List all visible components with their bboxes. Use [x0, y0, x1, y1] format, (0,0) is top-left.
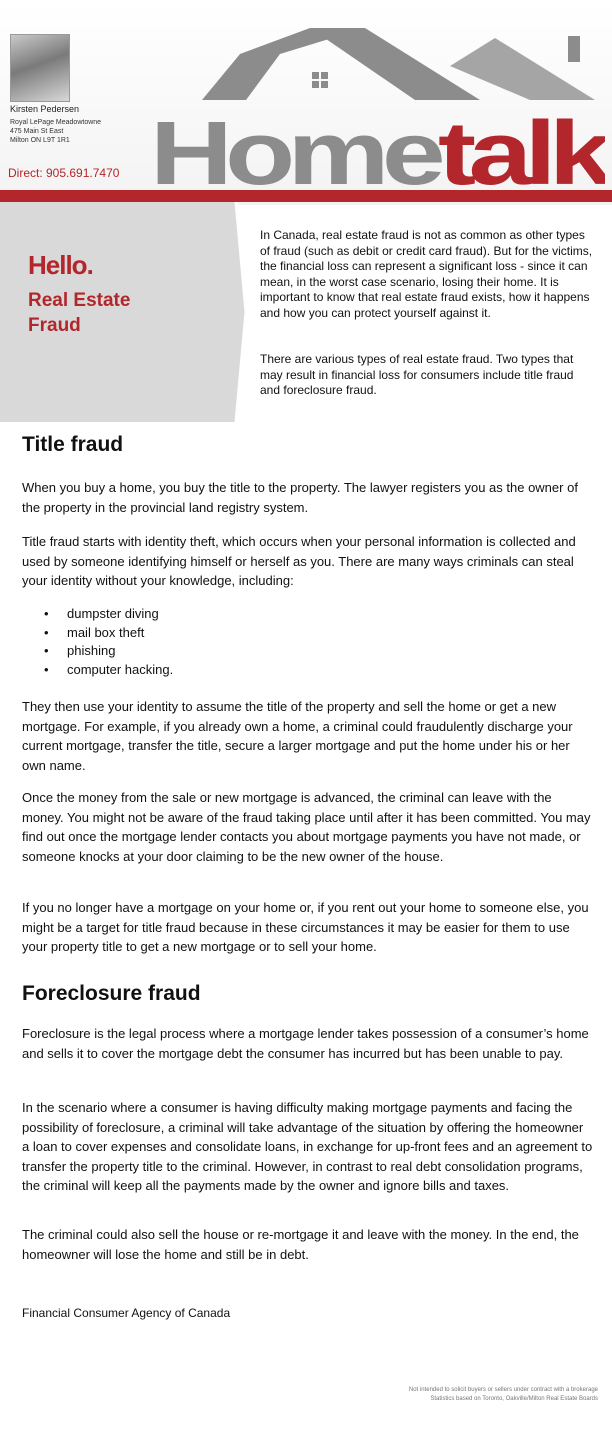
section-heading-foreclosure-fraud: Foreclosure fraud — [22, 982, 201, 1005]
agent-address-line2: Milton ON L9T 1R1 — [10, 137, 70, 144]
section-heading-title-fraud: Title fraud — [22, 433, 124, 456]
foreclosure-fraud-paragraph: In the scenario where a consumer is having difficulty making mortgage payments and facing the possibility of foreclosure, a criminal will take advantage of the situation by offering the homeowner a loan to cover expenses and consolidate loans, in exchange for up-front fees and an agreement to transfer the property title to the criminal. However, in contrast to real debt consolidation programs, the criminal will keep all the payments made by the owner and ignore bills and taxes. — [22, 1100, 593, 1193]
foreclosure-fraud-paragraph: The criminal could also sell the house or re-mortgage it and leave with the money. In the end, the homeowner will lose the home and still be in debt. — [22, 1227, 579, 1262]
svg-text:Hometalk — [150, 104, 605, 190]
agent-direct-phone: Direct: 905.691.7470 — [8, 166, 120, 180]
agent-address-line1: 475 Main St East — [10, 128, 64, 135]
title-fraud-paragraph: When you buy a home, you buy the title to the property. The lawyer registers you as the owner of the property in the provincial land registry system. — [22, 480, 578, 515]
source-credit: Financial Consumer Agency of Canada — [22, 1306, 231, 1320]
foreclosure-fraud-paragraph: Foreclosure is the legal process where a mortgage lender takes possession of a consumer’s home and sells it to cover the mortgage debt the consumer has incurred but has been unable to pay. — [22, 1026, 589, 1061]
identity-theft-methods-list — [44, 605, 173, 679]
list-item: • dumpster diving — [44, 605, 173, 624]
header — [0, 0, 612, 205]
list-item: • mail box theft — [44, 624, 173, 643]
intro-paragraph-1: In Canada, real estate fraud is not as common as other types of fraud (such as debit or credit card fraud). But for the victims, the financial loss can represent a significant loss - since it can mean, in the worst case scenario, losing their home. It is important to know that real estate fraud exists, how it happens and how you can protect yourself against it. — [260, 228, 593, 320]
logo-talk-text: talk — [437, 104, 570, 190]
chevron-right-icon — [226, 202, 246, 422]
logo-home-text: Home — [150, 104, 377, 190]
title-fraud-paragraph: If you no longer have a mortgage on your home or, if you rent out your home to someone else, you might be a target for title fraud because in these circumstances it may be easier for them to use your property title to get a new mortgage or to sell your home. — [22, 900, 589, 954]
intro-paragraph-2: There are various types of real estate fraud. Two types that may result in financial loss for consumers include title fraud and foreclosure fraud. — [260, 352, 574, 397]
hometalk-logo — [150, 28, 605, 190]
accent-bar — [0, 190, 612, 202]
agent-brokerage: Royal LePage Meadowtowne — [10, 119, 102, 126]
house-roof-icon — [202, 28, 595, 100]
disclaimer-line-1: Not intended to solicit buyers or sellers under contract with a brokerage — [408, 1387, 598, 1393]
title-fraud-paragraph: Once the money from the sale or new mortgage is advanced, the criminal can leave with the money. You might not be aware of the fraud taking place until after it has been committed. You may find out once the mortgage lender contacts you about mortgage payments you have not made, or someone knocks at your door claiming to be the new owner of the house. — [22, 790, 591, 864]
disclaimer-line-2: Statistics based on Toronto, Oakville/Milton Real Estate Boards — [430, 1396, 598, 1402]
topic-title: Real Estate Fraud — [28, 290, 131, 336]
list-item: • phishing — [44, 642, 173, 661]
title-fraud-paragraph: They then use your identity to assume the title of the property and sell the home or get a new mortgage. For example, if you already own a home, a criminal could fraudulently discharge your current mortgage, transfer the title, secure a larger mortgage and put the home under his or her own name. — [22, 699, 573, 773]
title-fraud-paragraph: Title fraud starts with identity theft, which occurs when your personal information is collected and used by someone identifying himself or herself as you. There are many ways criminals can steal your identity without your knowledge, including: — [22, 534, 576, 588]
agent-photo — [10, 34, 70, 102]
list-item: • computer hacking. — [44, 661, 173, 680]
hello-greeting: Hello. — [28, 250, 93, 280]
agent-name: Kirsten Pedersen — [10, 104, 80, 114]
